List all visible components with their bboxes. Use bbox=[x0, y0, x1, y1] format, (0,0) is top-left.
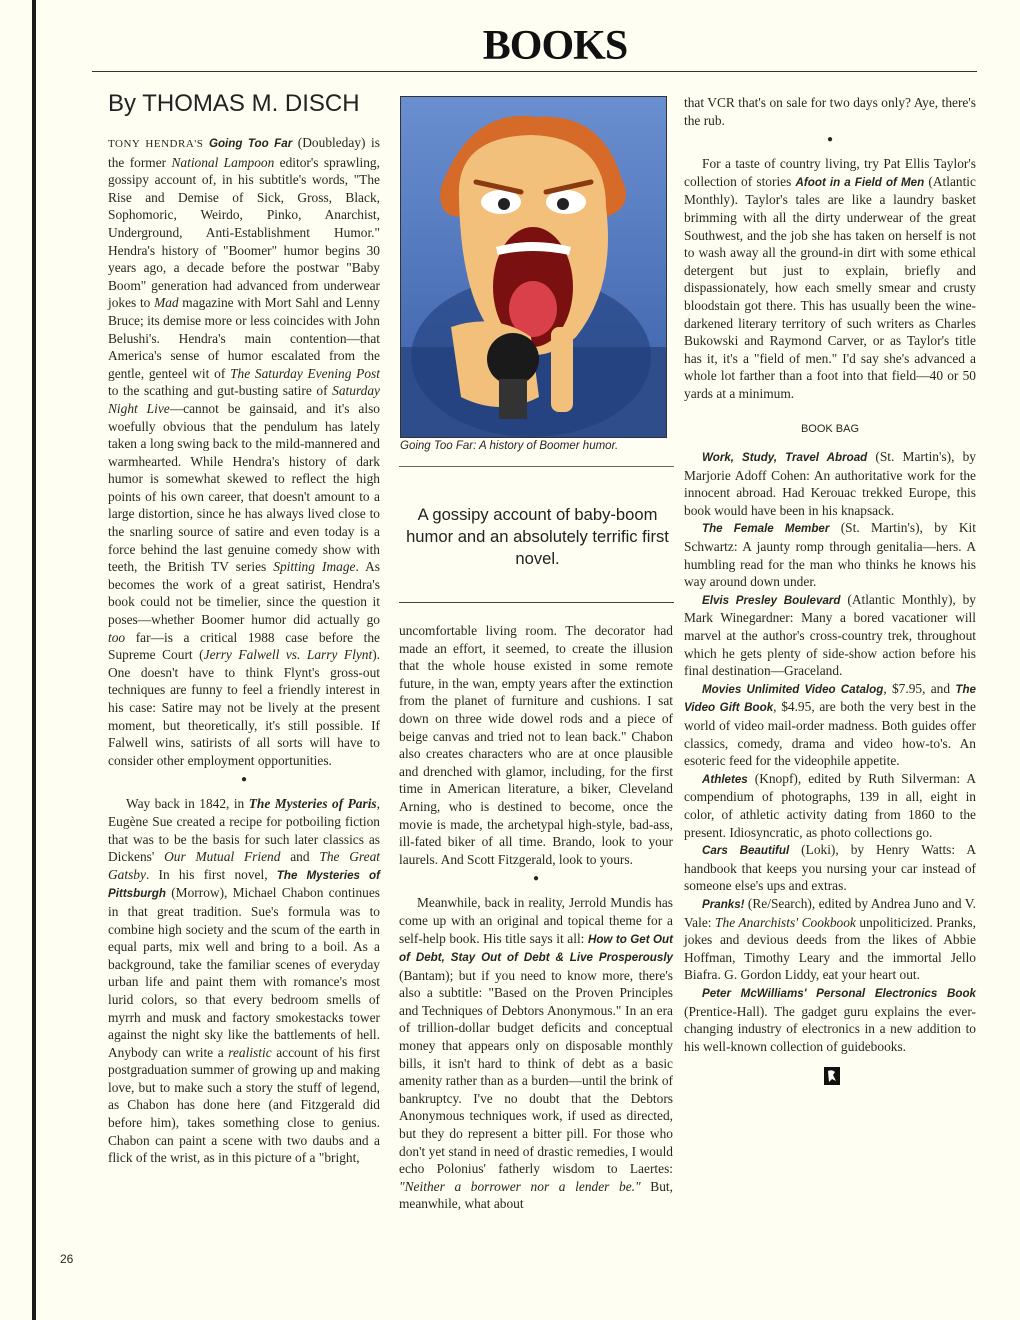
lead-in: TONY HENDRA'S bbox=[108, 138, 204, 150]
magazine-title: Mad bbox=[154, 295, 179, 311]
book-title: Movies Unlimited Video Catalog bbox=[702, 682, 884, 696]
book-title: The Great Gatsby bbox=[108, 849, 381, 882]
text-run: (Atlantic Monthly). Taylor's tales are like a laundry basket brimming with all the dirty underwear of the great Southwest, and the job she has taken on herself is not to wash away all the ground-in dirt with some ethical detergent but just to explain, briefly and dispassionately, how each smelly smear and crusty bloodstain got there. This has usually been the wine-darkened literary territory of such writers as Charles Bukowski and Raymond Carver, or as Taylor's title has it, it's a "field of men." I'd say she's advanced a whole lot farther than a foot into that field—40 or 50 yards at a minimum. bbox=[684, 173, 976, 401]
text-run: For a taste of country living, try Pat Ellis Taylor's collection of stories bbox=[684, 156, 976, 189]
text-run: (Bantam); but if you need to know more, there's also a subtitle: "Based on the Proven Principles and Techniques of Debtors Anonymous." In an era of trillion-dollar budget deficits and conceptual money that appears only on disposable monthly bills, it isn't hard to think of debt as a basic amenity rather than as a burden—until the brink of bankruptcy. I've no doubt that the Debtors Anonymous techniques work, if used as directed, but they do represent a bitter pill. For those who don't yet stand in need of drastic remedies, I would echo Polonius' fatherly wisdom to Laertes: bbox=[399, 967, 673, 1177]
book-bag-item bbox=[684, 841, 976, 895]
text-run: , Eugène Sue created a recipe for potboiling fiction that was to be the basis for such later classics as Dickens' bbox=[108, 796, 380, 865]
book-title: How to Get Out of Debt, Stay Out of Debt & Live Prosperously bbox=[399, 932, 673, 965]
text-run: —cannot be gainsaid, and it's also woefully obvious that the pendulum has lately taken a long swing back to the mild-mannered and warmhearted. While Hendra's history of dark humor is somewhat skewed to reflect the high points of his own career, that doesn't amount to a large distortion, since he has always lived close to the snarling source of satire and even today is a force behind the last genuine comedy show with teeth, the British TV series bbox=[108, 400, 381, 575]
book-bag-item bbox=[684, 770, 976, 841]
header-rule bbox=[92, 71, 977, 72]
book-blurb: (St. Martin's), by Kit Schwartz: A jaunty romp through genitalia—hers. A humbling read for the man who thinks he knows his way around down under. bbox=[684, 520, 977, 590]
case-name: Jerry Falwell vs. Larry Flynt bbox=[203, 647, 373, 663]
text-run: . As becomes the work of a great satirist, Hendra's book could not be timelier, since the question it poses—whether Boomer humor did actually go bbox=[108, 559, 381, 628]
section-dot: ● bbox=[826, 134, 834, 146]
text-run: (Morrow), Michael Chabon continues in that great tradition. Sue's formula was to combine high society and the scum of the earth in equal parts, mix well and bring to a boil. As a background, take the familiar scenes of everyday urban life and paint them with romance's most lurid colors, so that every bedroom smells of myrrh and musk and factory smokestacks tower against the night sky like the battlements of hell. Anybody can write a bbox=[108, 885, 380, 1060]
book-title: The Female Member bbox=[702, 522, 830, 536]
show-title: Saturday Night Live bbox=[108, 383, 380, 416]
paragraph-taylor bbox=[684, 155, 976, 402]
book-title: Work, Study, Travel Abroad bbox=[702, 451, 868, 465]
caption-title: Going Too Far bbox=[400, 440, 474, 452]
book-bag-item bbox=[684, 680, 976, 770]
column-1 bbox=[108, 134, 380, 1167]
book-title: The Mysteries of Pittsburgh bbox=[108, 868, 380, 901]
cartoon-illustration bbox=[400, 96, 667, 438]
book-bag-item bbox=[684, 519, 976, 590]
emphasis: realistic bbox=[228, 1044, 272, 1060]
show-title: Spitting Image bbox=[273, 559, 356, 575]
left-margin-rule bbox=[32, 0, 36, 1320]
book-bag-item bbox=[684, 895, 976, 984]
book-bag-heading: BOOK BAG bbox=[800, 422, 860, 435]
book-blurb: , $4.95, are both the very best in the world of video mail-order madness. Both guides offer classics, comedy, drama and video how-to's. An esoteric feed for the videophile appetite. bbox=[684, 699, 976, 769]
paragraph-hendra bbox=[108, 134, 380, 769]
section-title: BOOKS bbox=[482, 23, 628, 69]
text-run: . In his first novel, bbox=[145, 866, 277, 882]
book-title: Cars Beautiful bbox=[702, 844, 790, 858]
text-run: far—is a critical 1988 case before the Supreme Court ( bbox=[108, 629, 380, 663]
book-bag-item bbox=[684, 448, 976, 519]
column-2 bbox=[399, 622, 673, 1213]
caption-text: : A history of Boomer humor. bbox=[473, 440, 619, 452]
book-blurb: (Re/Search), edited by Andrea Juno and V. Vale: bbox=[684, 895, 976, 930]
text-run: ). One doesn't have to think Flynt's gross-out techniques are funny to feel a friendly interest in his case: Satire may not be lively at the present moment, but theoretically, it's still possible. If Falwell wins, satirists of all sorts will have to consider other employment opportunities. bbox=[108, 647, 380, 768]
book-blurb: (Atlantic Monthly), by Mark Winegardner: Many a bored vacationer will marvel at the author's cross-country trek, throughout which he gets plenty of side-show action before his final destination—Graceland. bbox=[684, 591, 976, 679]
illustration-caption bbox=[400, 440, 675, 452]
paragraph-chabon bbox=[108, 795, 380, 1166]
book-title: The Anarchists' Cookbook bbox=[715, 914, 856, 930]
book-blurb: (Prentice-Hall). The gadget guru explains the ever-changing industry of electronics in a new addition to his well-known collection of guidebooks. bbox=[684, 1003, 976, 1054]
paragraph-chabon-continued: uncomfortable living room. The decorator had made an effort, it seemed, to create the illusion that the whole house existed in some remote future, in the wan, empty years after the extinction from the planet of furniture and cushions. I sat down on three wide dowel rods and a piece of beige canvas and tried not to lean back." Chabon also creates characters who are at once plausible and drenched with glamor, including, for the first time in American literature, a biker, Cleveland Arning, who is destined to become, once the movie is made, the archetypal high-style, bad-ass, ill-fated biker of all time. Brando, look to your laurels. And Scott Fitzgerald, look to yours. bbox=[399, 623, 673, 867]
paragraph-mundis bbox=[399, 894, 673, 1213]
paragraph-vcr: that VCR that's on sale for two days only? Aye, there's the rub. bbox=[684, 95, 976, 128]
book-title: Our Mutual Friend bbox=[164, 849, 281, 865]
section-dot: ● bbox=[532, 873, 540, 885]
screaming-man-illustration bbox=[401, 97, 666, 437]
pull-quote: A gossipy account of baby-boom humor and an absolutely terrific first novel. bbox=[406, 505, 669, 568]
text-run: magazine with Mort Sahl and Lenny Bruce; its demise more or less coincides with John Belushi's. Hendra's main contention—that America's sense of humor escalated from the gentle, genteel wit of bbox=[108, 295, 380, 381]
pull-quote-rule bbox=[399, 602, 674, 603]
emphasis: too bbox=[108, 629, 126, 645]
text-run: Meanwhile, back in reality, Jerrold Mundis has come up with an original and topical theme for a self-help book. His title says it all: bbox=[399, 895, 673, 946]
text-run: Way back in 1842, in bbox=[126, 796, 249, 812]
book-title: Going Too Far bbox=[208, 137, 293, 150]
book-title: Elvis Presley Boulevard bbox=[702, 593, 841, 607]
text-run: But, meanwhile, what about bbox=[399, 1178, 673, 1212]
book-bag-item bbox=[684, 984, 976, 1055]
end-mark-icon bbox=[824, 1067, 840, 1090]
book-title: Athletes bbox=[702, 772, 748, 786]
book-title: Peter McWilliams' Personal Electronics Book bbox=[702, 986, 976, 1000]
book-bag-item bbox=[684, 591, 976, 680]
caption-rule bbox=[399, 466, 674, 467]
text-run: to the scathing and gut-busting satire of bbox=[108, 383, 333, 399]
magazine-title: The Saturday Evening Post bbox=[230, 365, 380, 381]
book-title: Afoot in a Field of Men bbox=[795, 175, 925, 189]
book-title: The Video Gift Book bbox=[684, 682, 977, 715]
book-title: The Mysteries of Paris bbox=[248, 796, 377, 812]
book-blurb: (St. Martin's), by Marjorie Adoff Cohen: An authoritative work for the innocent abroad. Had Kerouac trekked Europe, this book would have been in his knapsack. bbox=[684, 449, 976, 518]
text-run: and bbox=[280, 849, 320, 865]
book-blurb: , $7.95, and bbox=[883, 680, 956, 696]
book-blurb: unpoliticized. Pranks, jokes and devious deeds from the likes of Abbie Hoffman, Timothy Leary and the immortal Jello Biafra. G. Gordon Liddy, eat your heart out. bbox=[684, 914, 976, 983]
column-3 bbox=[684, 94, 976, 1090]
quotation: "Neither a borrower nor a lender be." bbox=[399, 1178, 641, 1194]
book-title: Pranks! bbox=[702, 897, 745, 911]
magazine-title: National Lampoon bbox=[171, 154, 275, 170]
text-run: account of his first postgraduation summer of growing up and making love, but to make such a story the stuff of legend, as Chabon has done here (and Fitzgerald did before him), takes something close to genius. Chabon can paint a scene with two daubs and a flick of the wrist, as in this picture of a "bright, bbox=[108, 1044, 380, 1166]
byline: By THOMAS M. DISCH bbox=[108, 90, 360, 117]
text-run: (Doubleday) is the former bbox=[108, 135, 380, 170]
section-dot: ● bbox=[240, 774, 248, 786]
book-blurb: (Knopf), edited by Ruth Silverman: A compendium of photographs, 139 in all, eight in color, of athletic activity dating from 1860 to the present. Idiosyncratic, as photo collections go. bbox=[684, 770, 976, 840]
book-blurb: (Loki), by Henry Watts: A handbook that keeps you nursing your car instead of someone else's ups and extras. bbox=[684, 842, 976, 894]
page-number: 26 bbox=[60, 1252, 74, 1266]
text-run: editor's sprawling, gossipy account of, in his subtitle's words, "The Rise and Demise of Sick, Gross, Black, Sophomoric, Weirdo, Pinko, Anarchist, Underground, Anti-Establishment Humor." Hendra's history of "Boomer" humor begins 30 years ago, a decade before the postwar "Baby Boom" generation had advanced from underwear jokes to bbox=[108, 154, 380, 311]
